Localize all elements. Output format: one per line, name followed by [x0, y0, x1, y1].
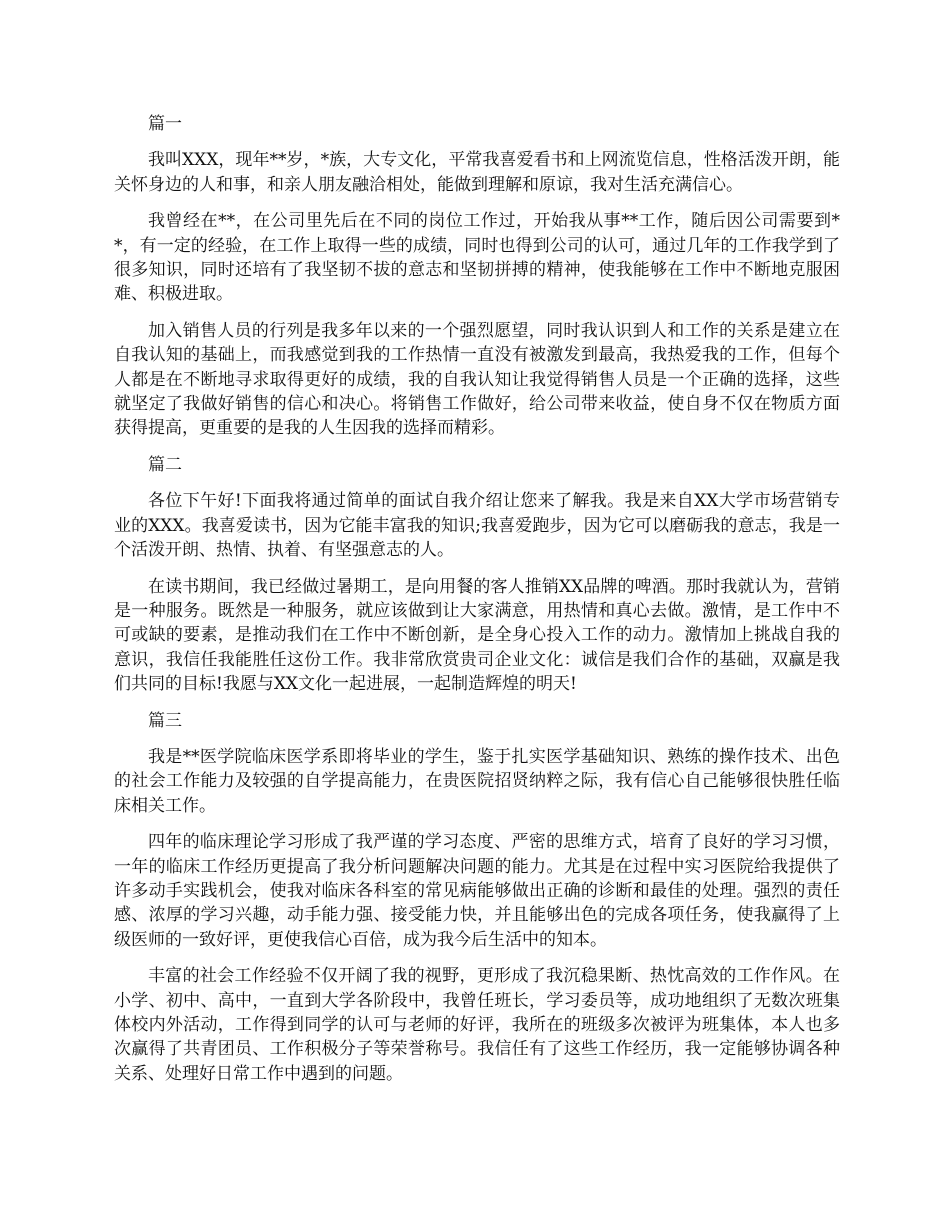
paragraph: 四年的临床理论学习形成了我严谨的学习态度、严密的思维方式，培育了良好的学习习惯，一年的临床工作经历更提高了我分析问题解决问题的能力。尤其是在过程中实习医院给我提供了许多动手实践机会，使我对临床各科室的常见病能够做出正确的诊断和最佳的处理。强烈的责任感、浓厚的学习兴趣，动手能力强、接受能力快，并且能够出色的完成各项任务，使我赢得了上级医师的一致好评，更使我信心百倍，成为我今后生活中的知本。	[114, 832, 840, 950]
paragraph: 我是**医学院临床医学系即将毕业的学生，鉴于扎实医学基础知识、熟练的操作技术、出色的社会工作能力及较强的自学提高能力，在贵医院招贤纳粹之际，我有信心自己能够很快胜任临床相关工作。	[114, 746, 840, 816]
paragraph: 我曾经在**，在公司里先后在不同的岗位工作过，开始我从事**工作，随后因公司需要到**，有一定的经验，在工作上取得一些的成绩，同时也得到公司的认可，通过几年的工作我学到了很多知识，同时还培有了我坚韧不拔的意志和坚韧拼搏的精神，使我能够在工作中不断地克服困难、积极进取。	[114, 211, 840, 305]
paragraph: 各位下午好!下面我将通过简单的面试自我介绍让您来了解我。我是来自XX大学市场营销专业的XXX。我喜爱读书，因为它能丰富我的知识;我喜爱跑步，因为它可以磨砺我的意志，我是一个活泼开朗、热情、执着、有坚强意志的人。	[114, 491, 840, 561]
section-2	[114, 453, 840, 697]
paragraph: 丰富的社会工作经验不仅开阔了我的视野，更形成了我沉稳果断、热忱高效的工作作风。在小学、初中、高中，一直到大学各阶段中，我曾任班长，学习委员等，成功地组织了无数次班集体校内外活动，工作得到同学的认可与老师的好评，我所在的班级多次被评为班集体，本人也多次赢得了共青团员、工作积极分子等荣誉称号。我信任有了这些工作经历，我一定能够协调各种关系、处理好日常工作中遇到的问题。	[114, 966, 840, 1084]
section-heading: 篇三	[148, 710, 182, 731]
paragraph: 加入销售人员的行列是我多年以来的一个强烈愿望，同时我认识到人和工作的关系是建立在自我认知的基础上，而我感觉到我的工作热情一直没有被激发到最高，我热爱我的工作，但每个人都是在不断地寻求取得更好的成绩，我的自我认知让我觉得销售人员是一个正确的选择，这些就坚定了我做好销售的信心和决心。将销售工作做好，给公司带来收益，使自身不仅在物质方面获得提高，更重要的是我的人生因我的选择而精彩。	[114, 320, 840, 439]
document-page	[114, 112, 840, 1098]
section-3	[114, 709, 840, 1087]
section-1	[114, 112, 840, 441]
paragraph: 在读书期间，我已经做过暑期工，是向用餐的客人推销XX品牌的啤酒。那时我就认为，营销是一种服务。既然是一种服务，就应该做到让大家满意，用热情和真心去做。激情，是工作中不可或缺的要素，是推动我们在工作中不断创新，是全身心投入工作的动力。激情加上挑战自我的意识，我信任我能胜任这份工作。我非常欣赏贵司企业文化：诚信是我们合作的基础，双赢是我们共同的目标!我愿与XX文化一起进展，一起制造辉煌的明天!	[114, 576, 840, 695]
paragraph: 我叫XXX，现年**岁，*族，大专文化，平常我喜爱看书和上网流览信息，性格活泼开朗，能关怀身边的人和事，和亲人朋友融洽相处，能做到理解和原谅，我对生活充满信心。	[114, 150, 840, 195]
section-heading: 篇二	[148, 454, 182, 475]
section-heading: 篇一	[148, 114, 182, 134]
